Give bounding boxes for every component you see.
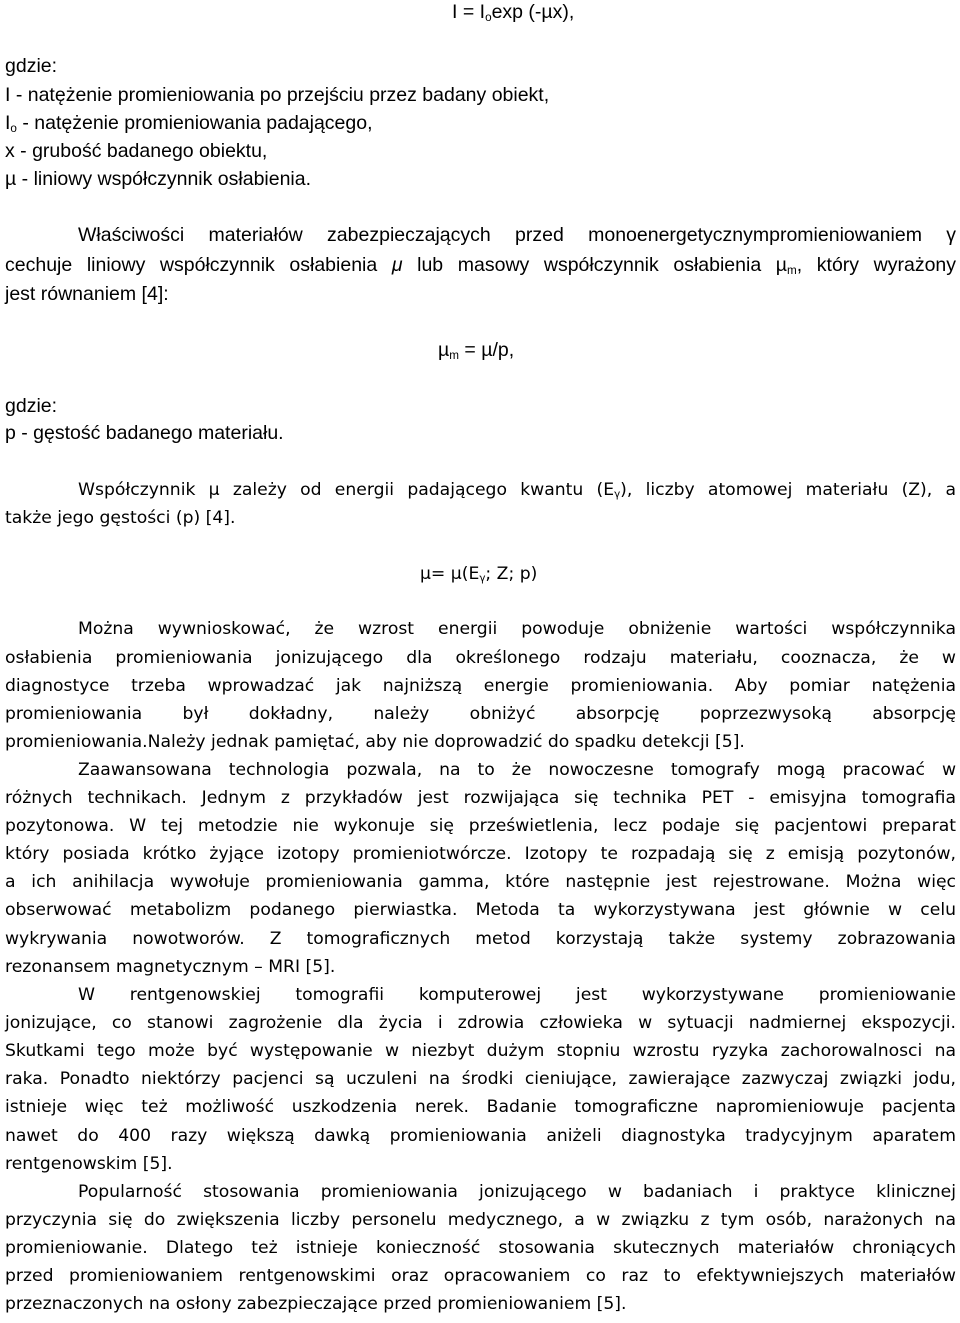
body-line: przed promieniowaniem rentgenowskimi oraz opracowaniem co raz to efektywniejszych materiałów (5, 1266, 956, 1286)
body-line: promieniowania.Należy jednak pamiętać, aby nie doprowadzić do spadku detekcji [5]. (5, 732, 745, 752)
body-line: jonizujące, co stanowi zagrożenie dla życia i zdrowia człowieka w sytuacji nadmiernej ekspozycji. (5, 1013, 956, 1033)
body-line: W rentgenowskiej tomografii komputerowej jest wykorzystywane promieniowanie (78, 985, 956, 1005)
text-run: ), liczby atomowej materiału (Z), a (620, 480, 956, 500)
body-line: wykrywania nowotworów. Z tomograficznych metod korzystają także systemy zobrazowania (5, 929, 956, 949)
paragraph-1-line-1: Właściwości materiałów zabezpieczających przed monoenergetycznympromieniowaniem γ (78, 224, 956, 246)
where-heading-2: gdzie: (5, 395, 58, 417)
mu-symbol: μ (391, 254, 403, 276)
definition-x: x - grubość badanego obiektu, (5, 140, 268, 162)
formula-attenuation (452, 3, 574, 23)
body-line: obserwować metabolizm podanego pierwiastka. Metoda ta wykorzystywana jest głównie w celu (5, 900, 956, 920)
definition-p: p - gęstość badanego materiału. (5, 422, 284, 444)
definition-subscript: o (10, 121, 17, 135)
paragraph-1-line-2 (5, 256, 956, 276)
body-line: promieniowania był dokładny, należy obniżyć absorpcję poprzezwysoką absorpcję (5, 704, 956, 724)
body-line: osłabienia promieniowania jonizującego dla określonego rodzaju materiału, cooznacza, że w (5, 648, 956, 668)
formula-part: exp (-µx), (491, 1, 575, 23)
body-line: istnieje więc też możliwość uszkodzenia nerek. Badanie tomograficzne napromieniowuje pacjenta (5, 1097, 956, 1117)
definition-i: I - natężenie promieniowania po przejściu przez badany obiekt, (5, 84, 550, 106)
subscript: m (787, 263, 797, 277)
body-line: promieniowanie. Dlatego też istnieje konieczność stosowania skutecznych materiałów chroniących (5, 1238, 956, 1258)
body-line: pozytonowa. W tej metodzie nie wykonuje się prześwietlenia, lecz podaje się pacjentowi preparat (5, 816, 956, 836)
definition-text: - natężenie promieniowania padającego, (16, 112, 373, 134)
text-run: Współczynnik µ zależy od energii padającego kwantu (E (78, 480, 615, 500)
body-line: a ich anihilacja wywołuje promieniowania gamma, które następnie jest rejestrowane. Można więc (5, 872, 956, 892)
text-run: , który wyrażony (796, 254, 957, 276)
formula-part: µ= µ(E (420, 564, 480, 584)
formula-subscript: γ (479, 572, 486, 585)
body-line: Można wywnioskować, że wzrost energii powoduje obniżenie wartości współczynnika (78, 619, 956, 639)
paragraph-2-line-1 (78, 482, 956, 499)
body-line: przeznaczonych na osłony zabezpieczające przed promieniowaniem [5]. (5, 1294, 627, 1314)
formula-mu-dependency (420, 566, 537, 583)
text-run: cechuje liniowy współczynnik osłabienia (5, 254, 392, 276)
body-line: Skutkami tego może być występowanie w niezbyt dużym stopniu wzrostu ryzyka zachorowalnosci na (5, 1041, 956, 1061)
formula-part: I = I (452, 1, 486, 23)
formula-subscript: m (449, 348, 459, 362)
paragraph-1-line-3: jest równaniem [4]: (5, 283, 169, 305)
body-line: różnych technikach. Jednym z przykładów jest rozwijająca się technika PET - emisyjna tomografia (5, 788, 956, 808)
paragraph-2-line-2: także jego gęstości (p) [4]. (5, 508, 236, 528)
definition-io (5, 114, 373, 134)
body-line: rentgenowskim [5]. (5, 1154, 173, 1174)
definition-mu: µ - liniowy współczynnik osłabienia. (5, 168, 312, 190)
formula-part: µ (438, 339, 450, 361)
subscript: γ (614, 488, 621, 501)
body-line: nawet do 400 razy większą dawką promieniowania aniżeli diagnostyka tradycyjnym aparatem (5, 1126, 956, 1146)
definition-symbol: I (5, 112, 11, 134)
text-run: lub masowy współczynnik osłabienia µ (402, 254, 788, 276)
formula-subscript: o (485, 10, 492, 24)
formula-part: = µ/p, (459, 339, 515, 361)
body-line: rezonansem magnetycznym – MRI [5]. (5, 957, 336, 977)
where-heading: gdzie: (5, 55, 58, 77)
body-line: diagnostyce trzeba wprowadzać jak najniższą energie promieniowania. Aby pomiar natężenia (5, 676, 956, 696)
body-line: który posiada krótko żyjące izotopy promieniotwórcze. Izotopy te rozpadają się z emisją pozytonów, (5, 844, 956, 864)
body-line: przyczynia się do zwiększenia liczby personelu medycznego, a w związku z tym osób, narażonych na (5, 1210, 956, 1230)
body-line: Popularność stosowania promieniowania jonizującego w badaniach i praktyce klinicznej (78, 1182, 956, 1202)
formula-mass-attenuation (438, 341, 514, 361)
formula-part: ; Z; p) (485, 564, 538, 584)
body-line: raka. Ponadto niektórzy pacjenci są uczuleni na środki cieniujące, zawierające zazwyczaj związki jodu, (5, 1069, 956, 1089)
body-line: Zaawansowana technologia pozwala, na to że nowoczesne tomografy mogą pracować w (78, 760, 956, 780)
